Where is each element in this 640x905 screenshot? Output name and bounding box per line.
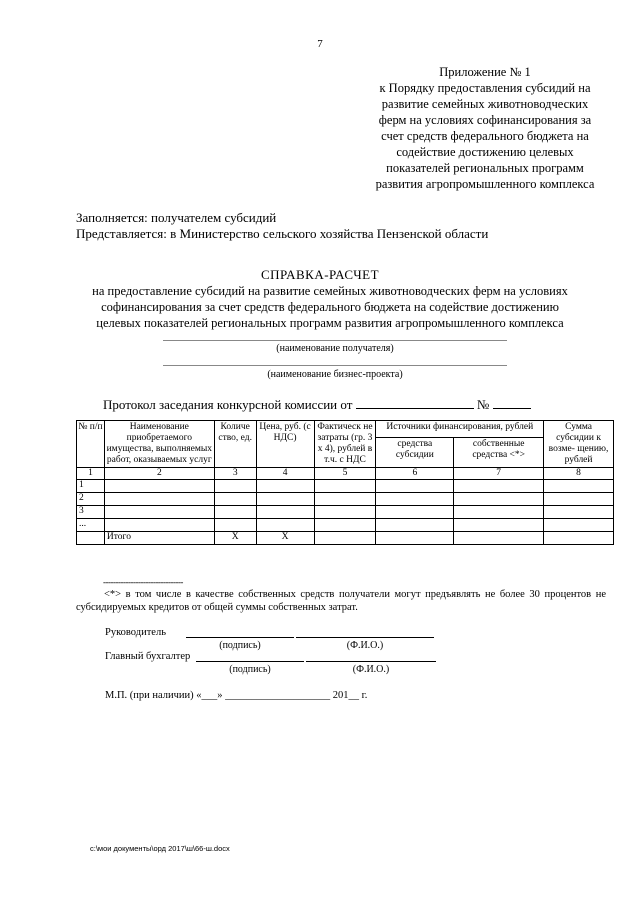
column-number: 6 xyxy=(376,468,454,480)
subtitle-line: софинансирования за счет средств федерального бюджета на содействие достижению xyxy=(101,300,559,314)
subtitle-line: целевых показателей региональных программ развития агропромышленного комплекса xyxy=(96,316,564,330)
table-row xyxy=(77,519,614,532)
row-label: 2 xyxy=(77,493,105,506)
total-qty: X xyxy=(214,532,256,545)
protocol-number-field xyxy=(493,408,531,409)
column-number: 7 xyxy=(454,468,544,480)
protocol-line xyxy=(103,397,531,413)
head-signature-line xyxy=(186,637,294,638)
head-name-line xyxy=(296,637,434,638)
header-actual-costs: Фактическ не затраты (гр. 3 х 4), рублей в т.ч. с НДС xyxy=(314,421,376,468)
column-number: 1 xyxy=(77,468,105,480)
recipient-hint: (наименование получателя) xyxy=(276,343,394,354)
project-line xyxy=(163,365,507,366)
appendix-header xyxy=(360,64,610,192)
column-number: 5 xyxy=(314,468,376,480)
row-label: 3 xyxy=(77,506,105,519)
protocol-text: Протокол заседания конкурсной комиссии от xyxy=(103,397,353,412)
file-path: c:\мои документы\орд 2017\ш\66-ш.docx xyxy=(90,844,230,853)
filled-by: Заполняется: получателем субсидий xyxy=(76,210,277,225)
appendix-line: развитие семейных животноводческих xyxy=(381,97,589,111)
appendix-line: Приложение № 1 xyxy=(439,65,531,79)
protocol-date-field xyxy=(356,408,474,409)
head-signature-hint: (подпись) xyxy=(219,640,261,651)
appendix-line: показателей региональных программ xyxy=(386,161,584,175)
header-price: Цена, руб. (с НДС) xyxy=(256,421,314,468)
column-number: 4 xyxy=(256,468,314,480)
page-number: 7 xyxy=(317,38,323,50)
head-label: Руководитель xyxy=(105,627,166,638)
protocol-number-label: № xyxy=(476,397,490,412)
column-number: 8 xyxy=(544,468,614,480)
calculation-table xyxy=(76,420,614,545)
total-price: X xyxy=(256,532,314,545)
document-subtitle xyxy=(70,283,590,331)
appendix-line: счет средств федерального бюджета на xyxy=(381,129,589,143)
column-number: 2 xyxy=(104,468,214,480)
appendix-line: содействие достижению целевых xyxy=(396,145,574,159)
accountant-signature-line xyxy=(196,661,304,662)
column-numbers-row xyxy=(77,468,614,480)
subtitle-line: на предоставление субсидий на развитие семейных животноводческих ферм на условиях xyxy=(92,284,568,298)
table-header-row xyxy=(77,421,614,438)
accountant-signature-hint: (подпись) xyxy=(229,664,271,675)
accountant-name-hint: (Ф.И.О.) xyxy=(352,664,390,675)
row-label: 1 xyxy=(77,480,105,493)
header-num: № п/п xyxy=(77,421,105,468)
table-row xyxy=(77,480,614,493)
appendix-line: к Порядку предоставления субсидий на xyxy=(379,81,591,95)
recipient-line xyxy=(163,340,507,341)
accountant-label: Главный бухгалтер xyxy=(105,651,191,662)
table-row xyxy=(77,493,614,506)
header-qty: Количе ство, ед. xyxy=(214,421,256,468)
total-label: Итого xyxy=(104,532,214,545)
project-hint: (наименование бизнес-проекта) xyxy=(267,369,403,380)
header-reimbursement: Сумма субсидии к возме- щению, рублей xyxy=(544,421,614,468)
accountant-name-line xyxy=(306,661,436,662)
appendix-line: развития агропромышленного комплекса xyxy=(375,177,595,191)
footnote-separator: -------------------------------- xyxy=(103,577,183,587)
column-number: 3 xyxy=(214,468,256,480)
header-subsidy-funds: средства субсидии xyxy=(376,437,454,467)
stamp-line: М.П. (при наличии) «___» ____________________ 201__ г. xyxy=(105,690,368,701)
footnote: <*> в том числе в качестве собственных средств получатели могут предъявлять не более 30 процентов не субсидируемых кредитов от общей суммы собственных затрат. xyxy=(76,589,606,613)
row-label: ... xyxy=(77,519,105,532)
head-name-hint: (Ф.И.О.) xyxy=(346,640,384,651)
header-own-funds: собственные средства <*> xyxy=(454,437,544,467)
header-name: Наименование приобретаемого имущества, выполняемых работ, оказываемых услуг xyxy=(104,421,214,468)
table-row xyxy=(77,506,614,519)
fill-info xyxy=(76,210,488,242)
total-row xyxy=(77,532,614,545)
document-title: СПРАВКА-РАСЧЕТ xyxy=(260,267,380,282)
appendix-line: ферм на условиях софинансирования за xyxy=(378,113,592,127)
submitted-to: Представляется: в Министерство сельского хозяйства Пензенской области xyxy=(76,226,489,241)
header-sources: Источники финансирования, рублей xyxy=(376,421,544,438)
